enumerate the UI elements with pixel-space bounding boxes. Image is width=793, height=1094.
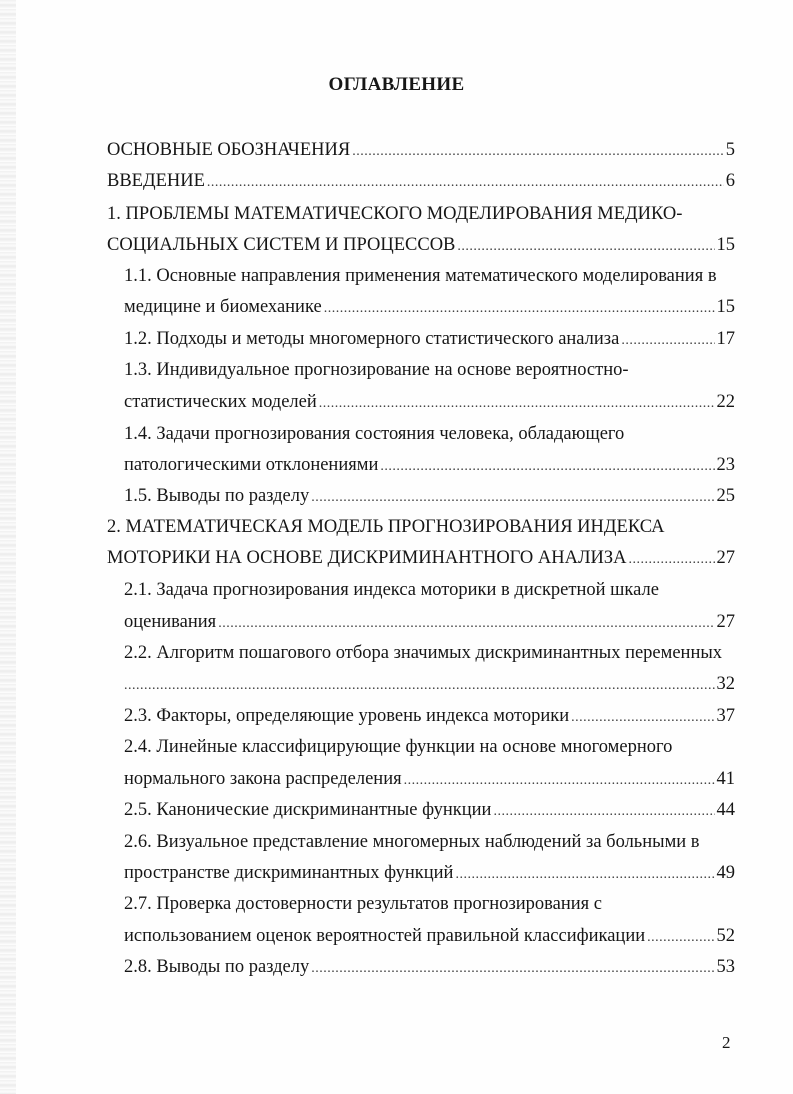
toc-entry-2-6-line1[interactable]: 2.6. Визуальное представление многомерных наблюдений за больными в (124, 832, 700, 852)
toc-entry-2-1[interactable] (124, 611, 735, 635)
toc-entry-title: МОТОРИКИ НА ОСНОВЕ ДИСКРИМИНАНТНОГО АНАЛИЗА (107, 548, 627, 568)
toc-leader-dots (404, 770, 715, 792)
toc-entry-1-4-line1[interactable]: 1.4. Задачи прогнозирования состояния человека, обладающего (124, 424, 625, 444)
toc-entry-2-1-line1[interactable]: 2.1. Задача прогнозирования индекса моторики в дискретной шкале (124, 580, 659, 600)
toc-page-number: 17 (716, 329, 735, 349)
toc-page-number: 37 (716, 706, 735, 726)
toc-page-number: 6 (725, 171, 735, 191)
toc-entry-title: ВВЕДЕНИЕ (107, 171, 205, 191)
toc-entry-title: ОСНОВНЫЕ ОБОЗНАЧЕНИЯ (107, 140, 351, 160)
page-number: 2 (722, 1033, 731, 1052)
toc-entry-notation[interactable] (107, 139, 735, 163)
toc-leader-dots (647, 927, 714, 949)
toc-leader-dots (319, 393, 715, 415)
toc-entry-1-1-line1[interactable]: 1.1. Основные направления применения математического моделирования в (124, 266, 717, 286)
toc-leader-dots (455, 864, 714, 886)
toc-entry-title: 1.2. Подходы и методы многомерного статистического анализа (124, 329, 620, 349)
toc-entry-title: 1.5. Выводы по разделу (124, 486, 310, 506)
toc-leader-dots (629, 549, 715, 571)
toc-leader-dots (621, 330, 714, 352)
toc-page-number: 25 (716, 486, 735, 506)
toc-leader-dots (218, 613, 714, 635)
toc-leader-dots (124, 675, 715, 697)
toc-entry-2-8[interactable] (124, 956, 735, 980)
toc-page-number: 52 (716, 926, 735, 946)
toc-entry-chapter-1-line1[interactable]: 1. ПРОБЛЕМЫ МАТЕМАТИЧЕСКОГО МОДЕЛИРОВАНИЯ МЕДИКО- (107, 204, 683, 224)
toc-leader-dots (207, 172, 724, 194)
toc-entry-2-6[interactable] (124, 862, 735, 886)
toc-page-number: 27 (716, 548, 735, 568)
toc-entry-1-3-line1[interactable]: 1.3. Индивидуальное прогнозирование на основе вероятностно- (124, 360, 629, 380)
toc-entry-2-4[interactable] (124, 768, 735, 792)
toc-entry-2-7[interactable] (124, 925, 735, 949)
toc-leader-dots (493, 801, 714, 823)
toc-entry-title: оценивания (124, 612, 217, 632)
toc-entry-2-4-line1[interactable]: 2.4. Линейные классифицирующие функции на основе многомерного (124, 737, 673, 757)
toc-entry-title: нормального закона распределения (124, 769, 402, 789)
toc-page-number: 49 (716, 863, 735, 883)
toc-page-number: 15 (716, 235, 735, 255)
toc-entry-chapter-2[interactable] (107, 547, 735, 571)
toc-entry-chapter-1[interactable] (107, 234, 735, 258)
toc-leader-dots (571, 707, 714, 729)
toc-entry-title: пространстве дискриминантных функций (124, 863, 454, 883)
toc-leader-dots (311, 487, 714, 509)
toc-page-number: 22 (716, 392, 735, 412)
toc-entry-2-7-line1[interactable]: 2.7. Проверка достоверности результатов прогнозирования с (124, 894, 603, 914)
toc-page-number: 53 (716, 957, 735, 977)
toc-entry-2-5[interactable] (124, 799, 735, 823)
toc-entry-title: 2.5. Канонические дискриминантные функции (124, 800, 492, 820)
toc-entry-title: использованием оценок вероятностей правильной классификации (124, 926, 646, 946)
toc-page-number: 5 (725, 140, 735, 160)
toc-page-number: 15 (716, 297, 735, 317)
toc-leader-dots (324, 298, 715, 320)
toc-entry-title: 2.8. Выводы по разделу (124, 957, 310, 977)
toc-entry-1-4[interactable] (124, 454, 735, 478)
toc-leader-dots (352, 141, 724, 163)
toc-page-number: 23 (716, 455, 735, 475)
toc-entry-title: СОЦИАЛЬНЫХ СИСТЕМ И ПРОЦЕССОВ (107, 235, 456, 255)
toc-entry-introduction[interactable] (107, 170, 735, 194)
toc-entry-2-2-line1[interactable]: 2.2. Алгоритм пошагового отбора значимых дискриминантных переменных (124, 643, 723, 663)
toc-page-number: 41 (716, 769, 735, 789)
toc-entry-1-2[interactable] (124, 328, 735, 352)
toc-entry-1-3[interactable] (124, 391, 735, 415)
toc-entry-2-3[interactable] (124, 705, 735, 729)
toc-page-number: 32 (716, 674, 735, 694)
toc-entry-title: статистических моделей (124, 392, 317, 412)
toc-entry-2-2[interactable] (124, 673, 735, 697)
toc-entry-1-5[interactable] (124, 485, 735, 509)
toc-heading: ОГЛАВЛЕНИЕ (328, 74, 465, 95)
toc-leader-dots (311, 958, 714, 980)
toc-entry-chapter-2-line1[interactable]: 2. МАТЕМАТИЧЕСКАЯ МОДЕЛЬ ПРОГНОЗИРОВАНИЯ ИНДЕКСА (107, 517, 665, 537)
toc-entry-title: медицине и биомеханике (124, 297, 322, 317)
toc-leader-dots (380, 456, 714, 478)
toc-entry-title: патологическими отклонениями (124, 455, 379, 475)
toc-leader-dots (457, 236, 714, 258)
toc-entry-1-1[interactable] (124, 296, 735, 320)
toc-page-number: 27 (716, 612, 735, 632)
toc-page-number: 44 (716, 800, 735, 820)
toc-entry-title: 2.3. Факторы, определяющие уровень индекса моторики (124, 706, 570, 726)
